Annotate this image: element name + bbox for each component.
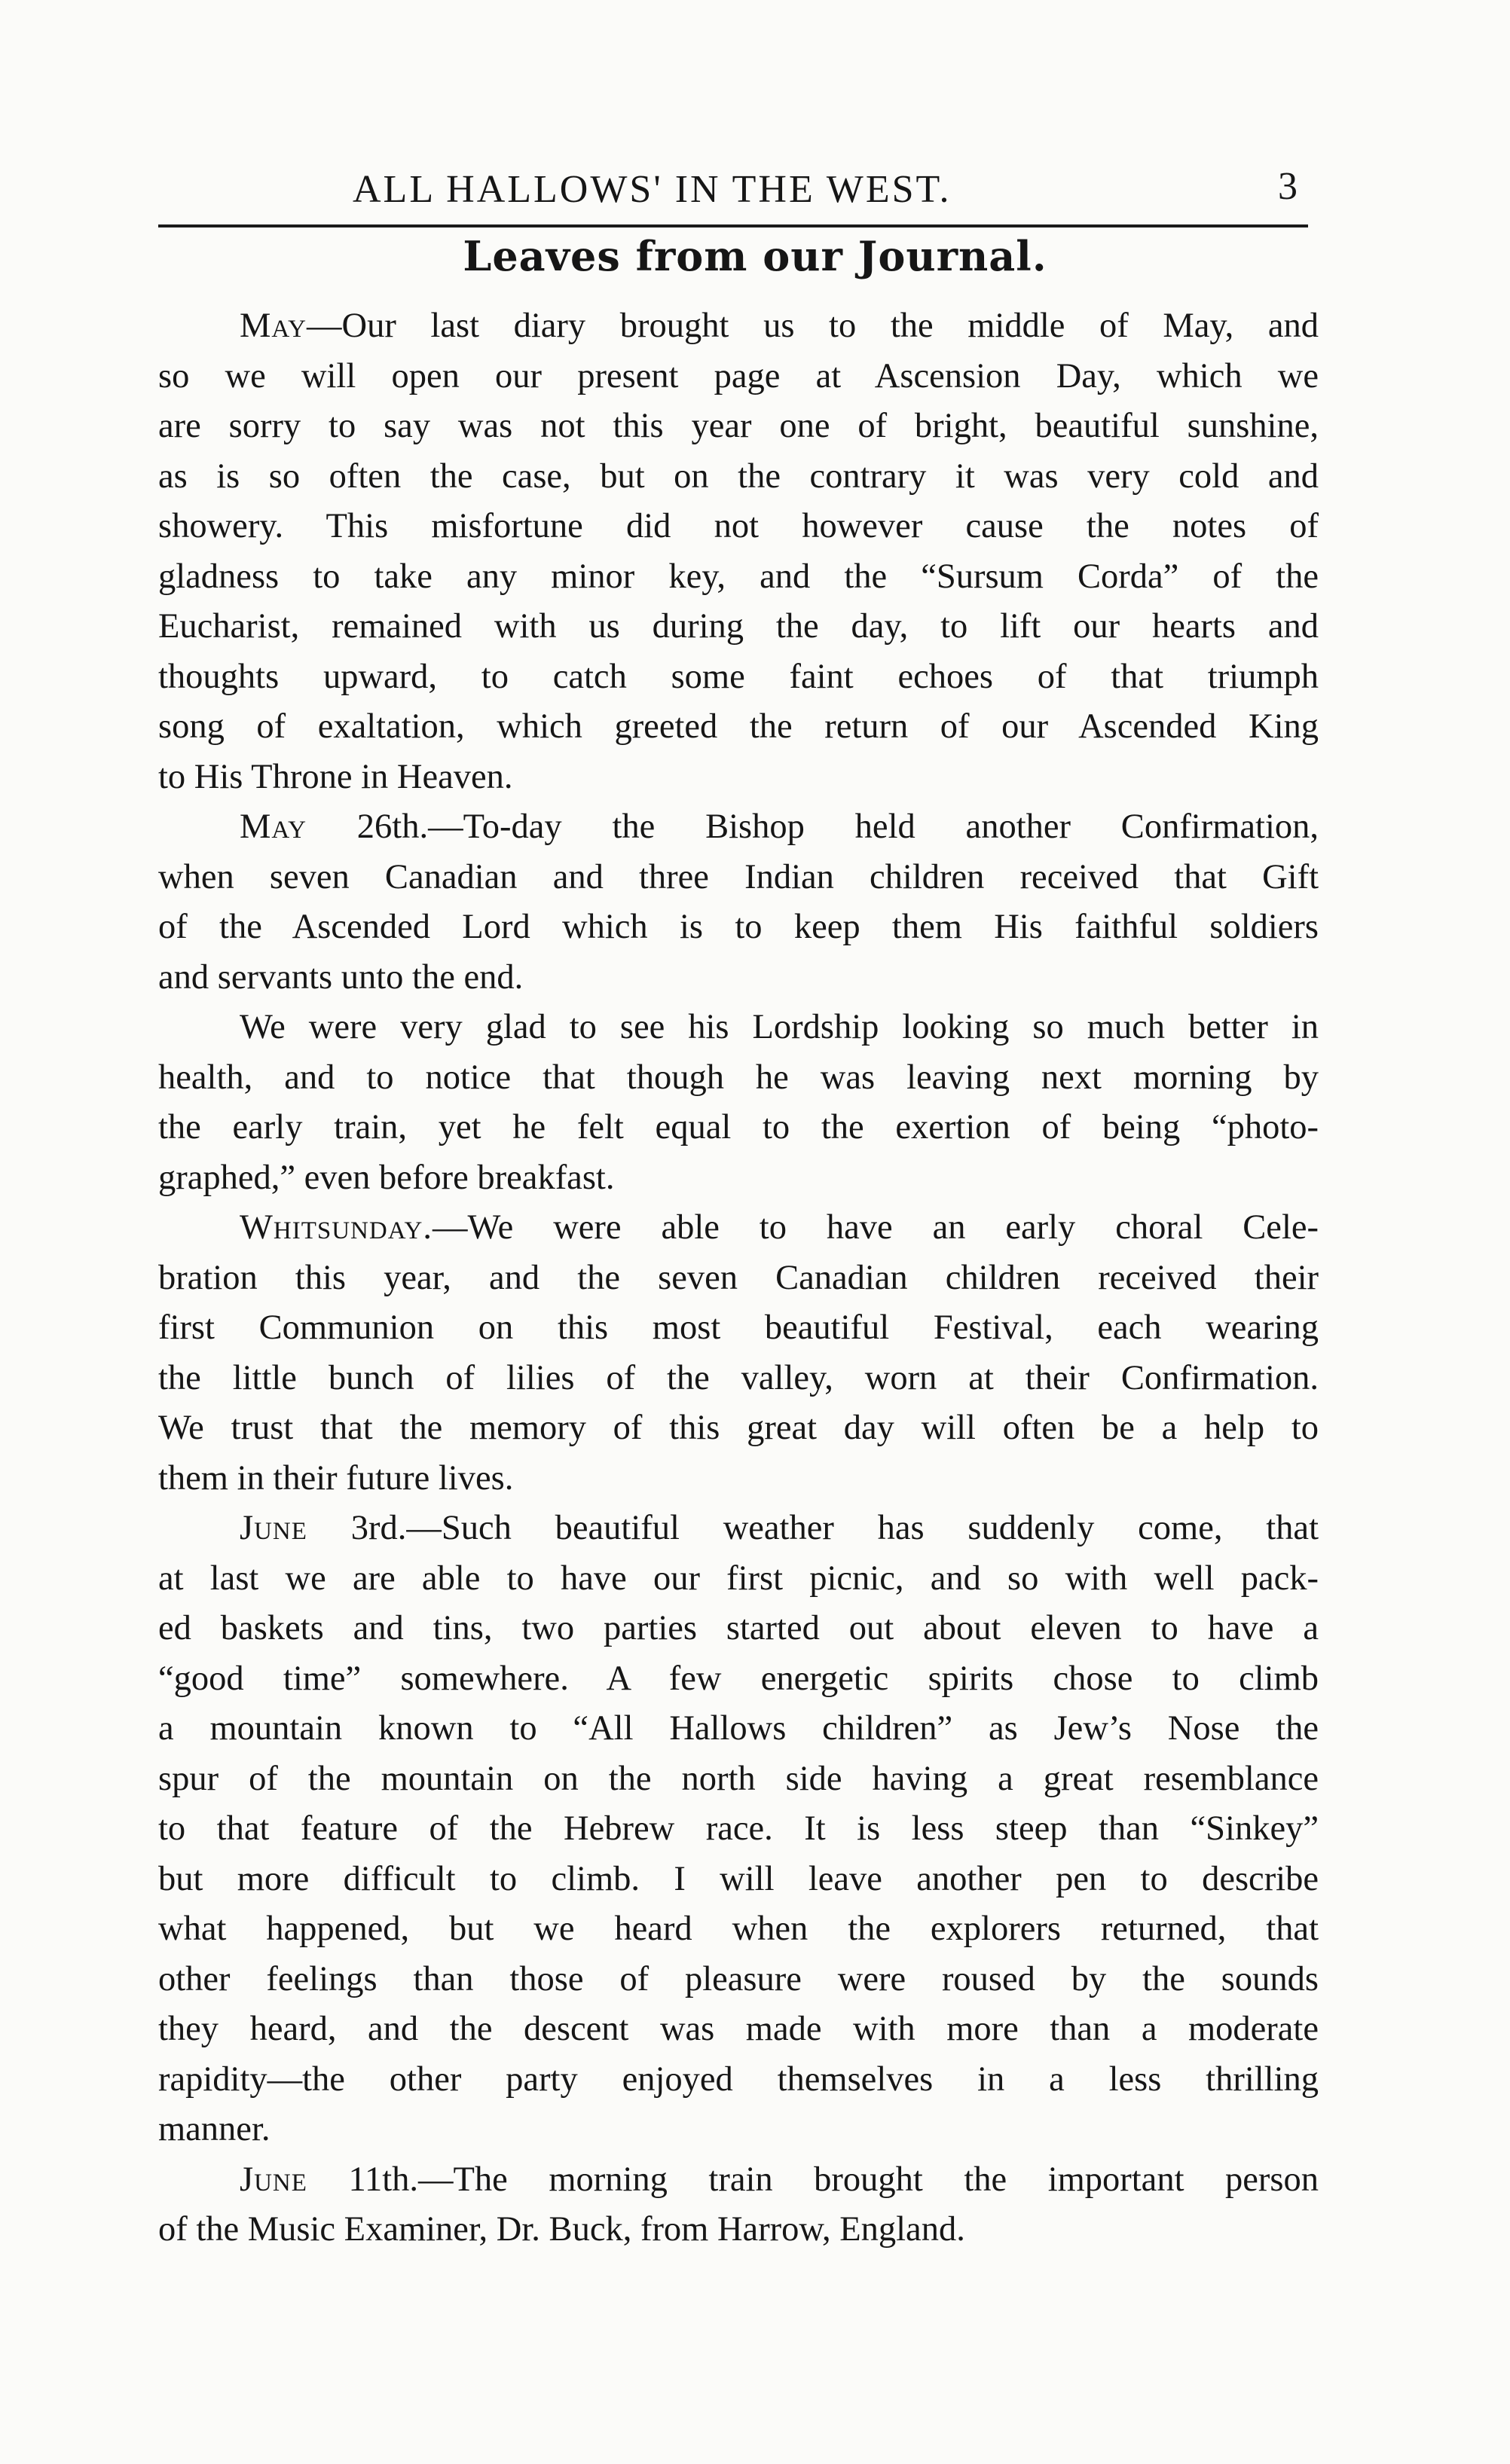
text-line — [158, 1604, 1319, 1654]
line-text: 11th.—The morning train brought the important person — [307, 2160, 1319, 2199]
text-line — [158, 602, 1319, 652]
running-title: ALL HALLOWS' IN THE WEST. — [353, 168, 952, 211]
line-text: the little bunch of lilies of the valley, worn at their Confirmation. — [158, 1358, 1319, 1397]
text-line — [158, 1454, 1319, 1504]
journal-body — [158, 301, 1319, 2255]
journal-paragraph — [158, 301, 1319, 802]
line-text: are sorry to say was not this year one of bright, beautiful sunshine, — [158, 407, 1319, 445]
line-text: as is so often the case, but on the contrary it was very cold and — [158, 456, 1319, 496]
text-line — [158, 452, 1319, 502]
text-line — [158, 1253, 1319, 1304]
text-line — [158, 402, 1319, 452]
text-line — [158, 953, 1319, 1003]
line-text: graphed,” even before breakfast. — [158, 1158, 615, 1197]
text-line — [158, 1053, 1319, 1104]
text-line — [158, 702, 1319, 753]
line-text: —We were able to have an early choral Cele- — [432, 1208, 1319, 1247]
text-line — [158, 502, 1319, 552]
line-text: “good time” somewhere. A few energetic spirits chose to climb — [158, 1659, 1319, 1698]
running-header — [158, 164, 1308, 227]
text-line — [158, 2155, 1319, 2206]
line-text: rapidity—the other party enjoyed themselves in a less thrilling — [158, 2059, 1319, 2099]
line-text: showery. This misfortune did not however cause the notes of — [158, 507, 1319, 545]
line-text: spur of the mountain on the north side having a great resemblance — [158, 1759, 1319, 1798]
text-line — [158, 552, 1319, 603]
line-text: We were very glad to see his Lordship looking so much better in — [240, 1008, 1319, 1046]
entry-date-lead: Whitsunday. — [240, 1208, 433, 1247]
line-text: song of exaltation, which greeted the return of our Ascended King — [158, 707, 1319, 746]
line-text: and servants unto the end. — [158, 957, 524, 997]
line-text: 3rd.—Such beautiful weather has suddenly come, that — [307, 1509, 1319, 1547]
journal-paragraph — [158, 1504, 1319, 2155]
text-line — [158, 1704, 1319, 1754]
text-line — [158, 1303, 1319, 1354]
text-line — [158, 753, 1319, 803]
text-line — [158, 1504, 1319, 1554]
entry-date-lead: May — [240, 307, 307, 345]
entry-date-lead: June — [240, 1509, 307, 1547]
text-line — [158, 1203, 1319, 1253]
text-line — [158, 802, 1319, 853]
journal-paragraph — [158, 802, 1319, 1003]
text-line — [158, 902, 1319, 953]
line-text: Eucharist, remained with us during the day, to lift our hearts and — [158, 607, 1319, 646]
text-line — [158, 2205, 1319, 2255]
line-text: to His Throne in Heaven. — [158, 757, 513, 796]
line-text: what happened, but we heard when the explorers returned, that — [158, 1910, 1319, 1948]
text-line — [158, 1804, 1319, 1855]
text-line — [158, 1955, 1319, 2005]
text-line — [158, 2105, 1319, 2155]
text-line — [158, 1904, 1319, 1955]
text-line — [158, 1654, 1319, 1705]
journal-paragraph — [158, 1203, 1319, 1504]
text-line — [158, 1403, 1319, 1454]
line-text: when seven Canadian and three Indian children received that Gift — [158, 857, 1319, 896]
line-text: bration this year, and the seven Canadian children received their — [158, 1258, 1319, 1297]
line-text: but more difficult to climb. I will leave another pen to describe — [158, 1859, 1319, 1898]
journal-paragraph — [158, 1003, 1319, 1203]
line-text: them in their future lives. — [158, 1458, 514, 1498]
text-line — [158, 1855, 1319, 1905]
text-line — [158, 2055, 1319, 2105]
line-text: We trust that the memory of this great day will often be a help to — [158, 1409, 1319, 1447]
line-text: so we will open our present page at Ascension Day, which we — [158, 356, 1319, 395]
text-line — [158, 853, 1319, 903]
text-line — [158, 1103, 1319, 1153]
line-text: 26th.—To-day the Bishop held another Confirmation, — [306, 808, 1319, 846]
text-line — [158, 652, 1319, 703]
text-line — [158, 1754, 1319, 1805]
line-text: a mountain known to “All Hallows children” as Jew’s Nose the — [158, 1709, 1319, 1748]
text-line — [158, 2004, 1319, 2055]
line-text: manner. — [158, 2110, 271, 2148]
entry-date-lead: May — [240, 808, 307, 846]
line-text: of the Music Examiner, Dr. Buck, from Harrow, England. — [158, 2210, 965, 2249]
text-line — [158, 352, 1319, 402]
text-line — [158, 1554, 1319, 1605]
line-text: to that feature of the Hebrew race. It is less steep than “Sinkey” — [158, 1809, 1319, 1848]
entry-date-lead: June — [240, 2160, 307, 2199]
text-line — [158, 1003, 1319, 1053]
line-text: gladness to take any minor key, and the “Sursum Corda” of the — [158, 557, 1319, 596]
text-line — [158, 301, 1319, 352]
line-text: ed baskets and tins, two parties started out about eleven to have a — [158, 1609, 1319, 1647]
line-text: first Communion on this most beautiful Festival, each wearing — [158, 1308, 1319, 1347]
page-number: 3 — [1278, 165, 1298, 208]
line-text: they heard, and the descent was made with more than a moderate — [158, 2010, 1319, 2048]
journal-paragraph — [158, 2155, 1319, 2255]
text-line — [158, 1153, 1319, 1204]
line-text: —Our last diary brought us to the middle of May, and — [306, 307, 1319, 345]
section-title: Leaves from our Journal. — [463, 232, 1047, 280]
line-text: the early train, yet he felt equal to the exertion of being “photo- — [158, 1108, 1319, 1147]
text-line — [158, 1354, 1319, 1404]
line-text: thoughts upward, to catch some faint echoes of that triumph — [158, 657, 1319, 696]
line-text: other feelings than those of pleasure were roused by the sounds — [158, 1959, 1319, 1998]
line-text: at last we are able to have our first picnic, and so with well pack- — [158, 1559, 1319, 1598]
line-text: of the Ascended Lord which is to keep them His faithful soldiers — [158, 908, 1319, 946]
line-text: health, and to notice that though he was leaving next morning by — [158, 1058, 1319, 1097]
